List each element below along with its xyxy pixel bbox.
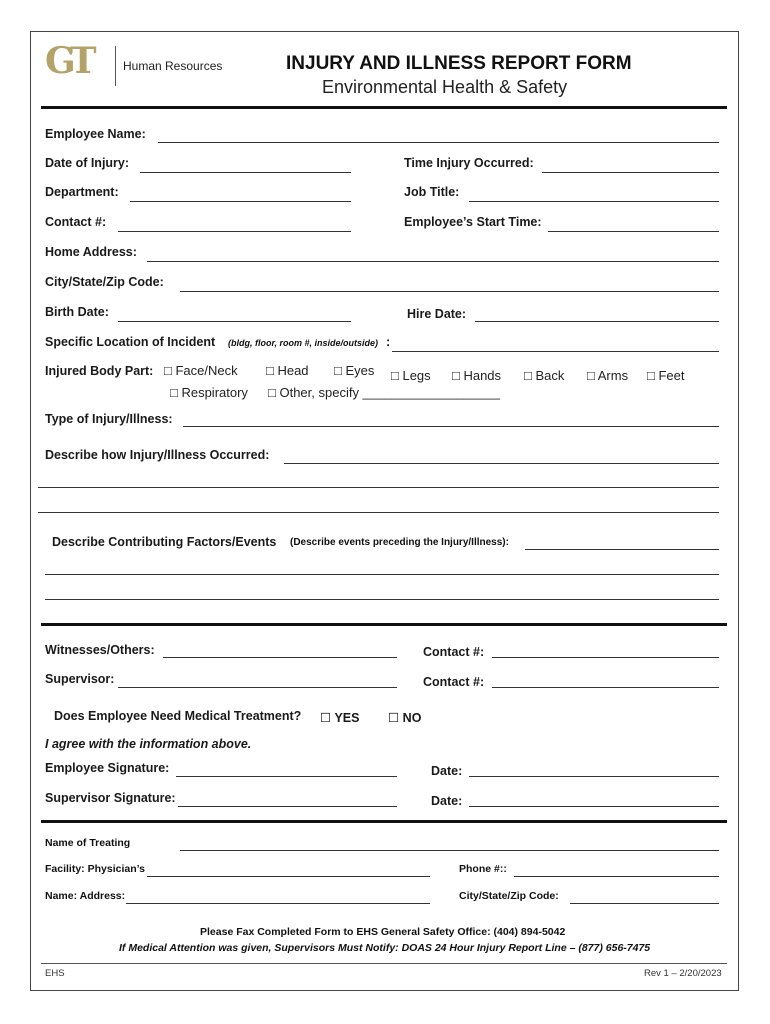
- specific-location-field[interactable]: [392, 351, 719, 352]
- specific-location-label: Specific Location of Incident: [45, 335, 216, 349]
- body-part-respiratory[interactable]: □ Respiratory: [170, 385, 248, 400]
- body-part-arms[interactable]: □ Arms: [587, 368, 629, 383]
- body-part-hands[interactable]: □ Hands: [452, 368, 502, 383]
- notify-instruction: If Medical Attention was given, Supervisors Must Notify: DOAS 24 Hour Injury Report Line – (877) 656-7475: [119, 942, 651, 954]
- job-title-label: Job Title:: [404, 185, 460, 199]
- name-of-treating-label: Name of Treating: [45, 837, 131, 849]
- supervisor-contact-label: Contact #:: [423, 675, 485, 689]
- body-part-label: Injured Body Part:: [45, 364, 154, 378]
- specific-location-hint: (bldg, floor, room #, inside/outside): [228, 338, 379, 348]
- employee-signature-label: Employee Signature:: [45, 761, 170, 775]
- employee-signature-field[interactable]: [176, 776, 397, 777]
- footer-left: EHS: [45, 968, 65, 979]
- logo-divider: [115, 46, 116, 86]
- name-address-label: Name: Address:: [45, 890, 126, 902]
- hire-date-label: Hire Date:: [407, 307, 467, 321]
- witnesses-field[interactable]: [163, 657, 397, 658]
- medical-no-checkbox[interactable]: ☐ NO: [388, 711, 422, 725]
- supervisor-field[interactable]: [118, 687, 397, 688]
- section-rule-2: [41, 820, 727, 823]
- contact-field[interactable]: [118, 231, 351, 232]
- supervisor-label: Supervisor:: [45, 672, 115, 686]
- contributing-hint: (Describe events preceding the Injury/Illness):: [290, 537, 509, 548]
- gt-logo: GT: [45, 40, 91, 82]
- employee-sig-date-field[interactable]: [469, 776, 719, 777]
- contributing-line-3[interactable]: [45, 599, 719, 600]
- home-address-field[interactable]: [147, 261, 719, 262]
- city-state-zip-label: City/State/Zip Code:: [45, 275, 164, 289]
- witnesses-label: Witnesses/Others:: [45, 643, 155, 657]
- describe-how-line-2[interactable]: [38, 487, 719, 488]
- supervisor-sig-date-label: Date:: [431, 794, 463, 808]
- section-rule-1: [41, 623, 727, 626]
- body-part-other[interactable]: □ Other, specify ___________________: [268, 385, 500, 400]
- supervisor-contact-field[interactable]: [492, 687, 719, 688]
- form-subtitle: Environmental Health & Safety: [322, 77, 568, 97]
- contact-label: Contact #:: [45, 215, 107, 229]
- phone-label: Phone #::: [459, 863, 507, 875]
- contributing-label: Describe Contributing Factors/Events: [52, 535, 277, 549]
- time-injury-field[interactable]: [542, 172, 719, 173]
- home-address-label: Home Address:: [45, 245, 137, 259]
- footer-rule: [41, 963, 727, 964]
- body-part-back[interactable]: □ Back: [524, 368, 565, 383]
- footer-revision: Rev 1 – 2/20/2023: [644, 968, 722, 979]
- department-label: Department:: [45, 185, 119, 199]
- birth-date-field[interactable]: [118, 321, 351, 322]
- form-title: INJURY AND ILLNESS REPORT FORM: [286, 53, 632, 74]
- time-injury-label: Time Injury Occurred:: [404, 156, 534, 170]
- body-part-feet[interactable]: □ Feet: [647, 368, 685, 383]
- department-field[interactable]: [130, 201, 351, 202]
- describe-how-field[interactable]: [284, 463, 719, 464]
- job-title-field[interactable]: [469, 201, 719, 202]
- body-part-head[interactable]: □ Head: [266, 363, 309, 378]
- date-of-injury-label: Date of Injury:: [45, 156, 130, 170]
- hire-date-field[interactable]: [475, 321, 719, 322]
- employee-sig-date-label: Date:: [431, 764, 463, 778]
- describe-how-label: Describe how Injury/Illness Occurred:: [45, 448, 270, 462]
- supervisor-signature-label: Supervisor Signature:: [45, 791, 176, 805]
- birth-date-label: Birth Date:: [45, 305, 109, 319]
- type-of-injury-label: Type of Injury/Illness:: [45, 412, 173, 426]
- specific-location-colon: :: [386, 335, 391, 349]
- contributing-field[interactable]: [525, 549, 719, 550]
- contributing-line-2[interactable]: [45, 574, 719, 575]
- name-address-field[interactable]: [126, 903, 430, 904]
- body-part-legs[interactable]: □ Legs: [391, 368, 431, 383]
- start-time-label: Employee’s Start Time:: [404, 215, 542, 229]
- body-part-face-neck[interactable]: □ Face/Neck: [164, 363, 238, 378]
- city-state-zip-field[interactable]: [180, 291, 719, 292]
- date-of-injury-field[interactable]: [140, 172, 351, 173]
- medical-yes-checkbox[interactable]: ☐ YES: [320, 711, 360, 725]
- treating-city-state-zip-label: City/State/Zip Code:: [459, 890, 559, 902]
- header-rule: [41, 106, 727, 109]
- witness-contact-field[interactable]: [492, 657, 719, 658]
- start-time-field[interactable]: [548, 231, 719, 232]
- supervisor-sig-date-field[interactable]: [469, 806, 719, 807]
- describe-how-line-3[interactable]: [38, 512, 719, 513]
- fax-instruction: Please Fax Completed Form to EHS General Safety Office: (404) 894-5042: [200, 926, 566, 938]
- facility-physician-field[interactable]: [147, 876, 430, 877]
- facility-physician-label: Facility: Physician’s: [45, 863, 145, 875]
- org-name: Human Resources: [123, 59, 223, 73]
- employee-name-label: Employee Name:: [45, 127, 146, 141]
- employee-name-field[interactable]: [158, 142, 719, 143]
- name-of-treating-field[interactable]: [180, 850, 719, 851]
- phone-field[interactable]: [514, 876, 719, 877]
- form-page: [30, 31, 739, 991]
- treating-city-state-zip-field[interactable]: [570, 903, 719, 904]
- supervisor-signature-field[interactable]: [178, 806, 397, 807]
- type-of-injury-field[interactable]: [183, 426, 719, 427]
- agree-statement: I agree with the information above.: [45, 737, 252, 751]
- witness-contact-label: Contact #:: [423, 645, 485, 659]
- medical-question: Does Employee Need Medical Treatment?: [54, 709, 302, 723]
- body-part-eyes[interactable]: □ Eyes: [334, 363, 375, 378]
